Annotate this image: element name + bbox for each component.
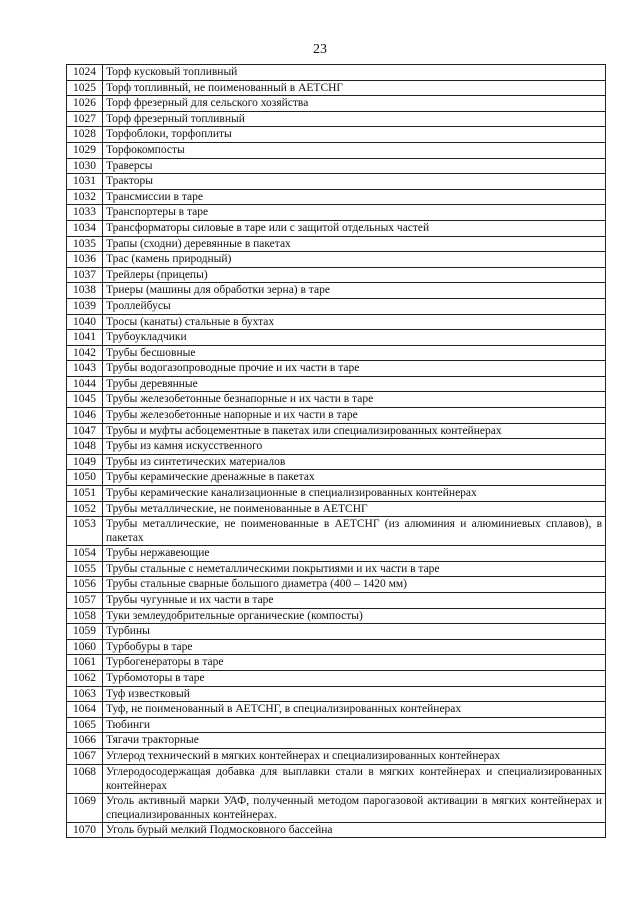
item-name: Торф топливный, не поименованный в АЕТСНГ [103, 80, 606, 96]
item-code: 1052 [67, 501, 103, 517]
item-name: Трубы чугунные и их части в таре [103, 593, 606, 609]
item-name: Трубы водогазопроводные прочие и их части в таре [103, 361, 606, 377]
item-code: 1055 [67, 561, 103, 577]
table-row [67, 702, 606, 718]
table-row [67, 639, 606, 655]
item-code: 1032 [67, 189, 103, 205]
table-row [67, 670, 606, 686]
table-row [67, 624, 606, 640]
item-code: 1035 [67, 236, 103, 252]
table-row [67, 501, 606, 517]
table-row [67, 80, 606, 96]
table-row [67, 717, 606, 733]
table-row [67, 546, 606, 562]
table-row [67, 470, 606, 486]
item-name: Трапы (сходни) деревянные в пакетах [103, 236, 606, 252]
item-code: 1028 [67, 127, 103, 143]
item-code: 1042 [67, 345, 103, 361]
item-name: Трубы керамические дренажные в пакетах [103, 470, 606, 486]
item-name: Тягачи тракторные [103, 733, 606, 749]
item-code: 1046 [67, 408, 103, 424]
item-code: 1054 [67, 546, 103, 562]
item-name: Трубы железобетонные безнапорные и их части в таре [103, 392, 606, 408]
item-code: 1043 [67, 361, 103, 377]
item-name: Торф фрезерный топливный [103, 111, 606, 127]
table-row [67, 793, 606, 822]
table-row [67, 748, 606, 764]
item-name: Трас (камень природный) [103, 252, 606, 268]
item-code: 1050 [67, 470, 103, 486]
table-row [67, 439, 606, 455]
table-row [67, 733, 606, 749]
item-code: 1039 [67, 298, 103, 314]
table-row [67, 236, 606, 252]
item-name: Торф кусковый топливный [103, 65, 606, 81]
item-name: Транспортеры в таре [103, 205, 606, 221]
table-row [67, 189, 606, 205]
item-name: Тракторы [103, 174, 606, 190]
item-name: Турбины [103, 624, 606, 640]
item-code: 1067 [67, 748, 103, 764]
item-code: 1031 [67, 174, 103, 190]
table-row [67, 608, 606, 624]
item-name: Трубы металлические, не поименованные в АЕТСНГ (из алюминия и алюминиевых сплавов), в пакетах [103, 517, 606, 546]
item-name: Углерод технический в мягких контейнерах и специализированных контейнерах [103, 748, 606, 764]
table-row [67, 174, 606, 190]
item-name: Трубы железобетонные напорные и их части в таре [103, 408, 606, 424]
table-row [67, 454, 606, 470]
item-code: 1064 [67, 702, 103, 718]
item-name: Трансмиссии в таре [103, 189, 606, 205]
items-table [66, 64, 606, 838]
table-row [67, 330, 606, 346]
table-row [67, 283, 606, 299]
item-name: Туки землеудобрительные органические (компосты) [103, 608, 606, 624]
item-name: Торфоблоки, торфоплиты [103, 127, 606, 143]
table-row [67, 142, 606, 158]
item-code: 1070 [67, 822, 103, 838]
item-name: Трубы из камня искусственного [103, 439, 606, 455]
table-row [67, 686, 606, 702]
table-row [67, 517, 606, 546]
table-row [67, 577, 606, 593]
table-row [67, 267, 606, 283]
item-name: Траверсы [103, 158, 606, 174]
item-code: 1047 [67, 423, 103, 439]
item-code: 1068 [67, 764, 103, 793]
table-row [67, 822, 606, 838]
item-name: Уголь активный марки УАФ, полученный методом парогазовой активации в мягких контейнерах и специализированных контейнерах. [103, 793, 606, 822]
item-code: 1027 [67, 111, 103, 127]
table-row [67, 127, 606, 143]
table-row [67, 392, 606, 408]
item-code: 1041 [67, 330, 103, 346]
item-code: 1060 [67, 639, 103, 655]
item-code: 1057 [67, 593, 103, 609]
item-name: Трубы и муфты асбоцементные в пакетах или специализированных контейнерах [103, 423, 606, 439]
item-name: Триеры (машины для обработки зерна) в таре [103, 283, 606, 299]
item-code: 1056 [67, 577, 103, 593]
page-number: 23 [313, 42, 327, 57]
table-row [67, 764, 606, 793]
item-code: 1045 [67, 392, 103, 408]
item-code: 1034 [67, 220, 103, 236]
item-code: 1036 [67, 252, 103, 268]
table-row [67, 96, 606, 112]
item-name: Тюбинги [103, 717, 606, 733]
item-code: 1026 [67, 96, 103, 112]
item-name: Углеродосодержащая добавка для выплавки стали в мягких контейнерах и специализированных контейнерах [103, 764, 606, 793]
item-code: 1058 [67, 608, 103, 624]
table-row [67, 408, 606, 424]
table-row [67, 423, 606, 439]
item-code: 1065 [67, 717, 103, 733]
table-row [67, 361, 606, 377]
item-code: 1030 [67, 158, 103, 174]
item-code: 1033 [67, 205, 103, 221]
item-code: 1053 [67, 517, 103, 546]
item-name: Трубы нержавеющие [103, 546, 606, 562]
table-row [67, 376, 606, 392]
item-name: Трубы деревянные [103, 376, 606, 392]
item-name: Трубоукладчики [103, 330, 606, 346]
item-name: Трансформаторы силовые в таре или с защитой отдельных частей [103, 220, 606, 236]
item-code: 1069 [67, 793, 103, 822]
table-row [67, 252, 606, 268]
item-name: Трубы керамические канализационные в специализированных контейнерах [103, 486, 606, 502]
item-name: Трубы бесшовные [103, 345, 606, 361]
item-code: 1044 [67, 376, 103, 392]
item-code: 1048 [67, 439, 103, 455]
item-code: 1062 [67, 670, 103, 686]
item-name: Тросы (канаты) стальные в бухтах [103, 314, 606, 330]
item-code: 1029 [67, 142, 103, 158]
item-code: 1061 [67, 655, 103, 671]
item-name: Трейлеры (прицепы) [103, 267, 606, 283]
table-row [67, 220, 606, 236]
item-name: Трубы стальные с неметаллическими покрытиями и их части в таре [103, 561, 606, 577]
item-code: 1051 [67, 486, 103, 502]
table-row [67, 345, 606, 361]
item-name: Уголь бурый мелкий Подмосковного бассейна [103, 822, 606, 838]
table-row [67, 298, 606, 314]
item-name: Туф, не поименованный в АЕТСНГ, в специализированных контейнерах [103, 702, 606, 718]
item-code: 1038 [67, 283, 103, 299]
item-code: 1025 [67, 80, 103, 96]
item-name: Туф известковый [103, 686, 606, 702]
item-name: Торф фрезерный для сельского хозяйства [103, 96, 606, 112]
table-row [67, 111, 606, 127]
item-name: Трубы металлические, не поименованные в АЕТСНГ [103, 501, 606, 517]
item-name: Троллейбусы [103, 298, 606, 314]
table-row [67, 65, 606, 81]
table-row [67, 486, 606, 502]
item-code: 1063 [67, 686, 103, 702]
table-row [67, 561, 606, 577]
table-row [67, 655, 606, 671]
item-code: 1037 [67, 267, 103, 283]
table-row [67, 158, 606, 174]
table-row [67, 314, 606, 330]
item-name: Турбомоторы в таре [103, 670, 606, 686]
item-name: Турбобуры в таре [103, 639, 606, 655]
table-row [67, 593, 606, 609]
item-name: Торфокомпосты [103, 142, 606, 158]
item-name: Трубы стальные сварные большого диаметра (400 – 1420 мм) [103, 577, 606, 593]
item-code: 1040 [67, 314, 103, 330]
item-name: Трубы из синтетических материалов [103, 454, 606, 470]
item-code: 1066 [67, 733, 103, 749]
item-code: 1024 [67, 65, 103, 81]
item-name: Турбогенераторы в таре [103, 655, 606, 671]
item-code: 1049 [67, 454, 103, 470]
table-row [67, 205, 606, 221]
item-code: 1059 [67, 624, 103, 640]
